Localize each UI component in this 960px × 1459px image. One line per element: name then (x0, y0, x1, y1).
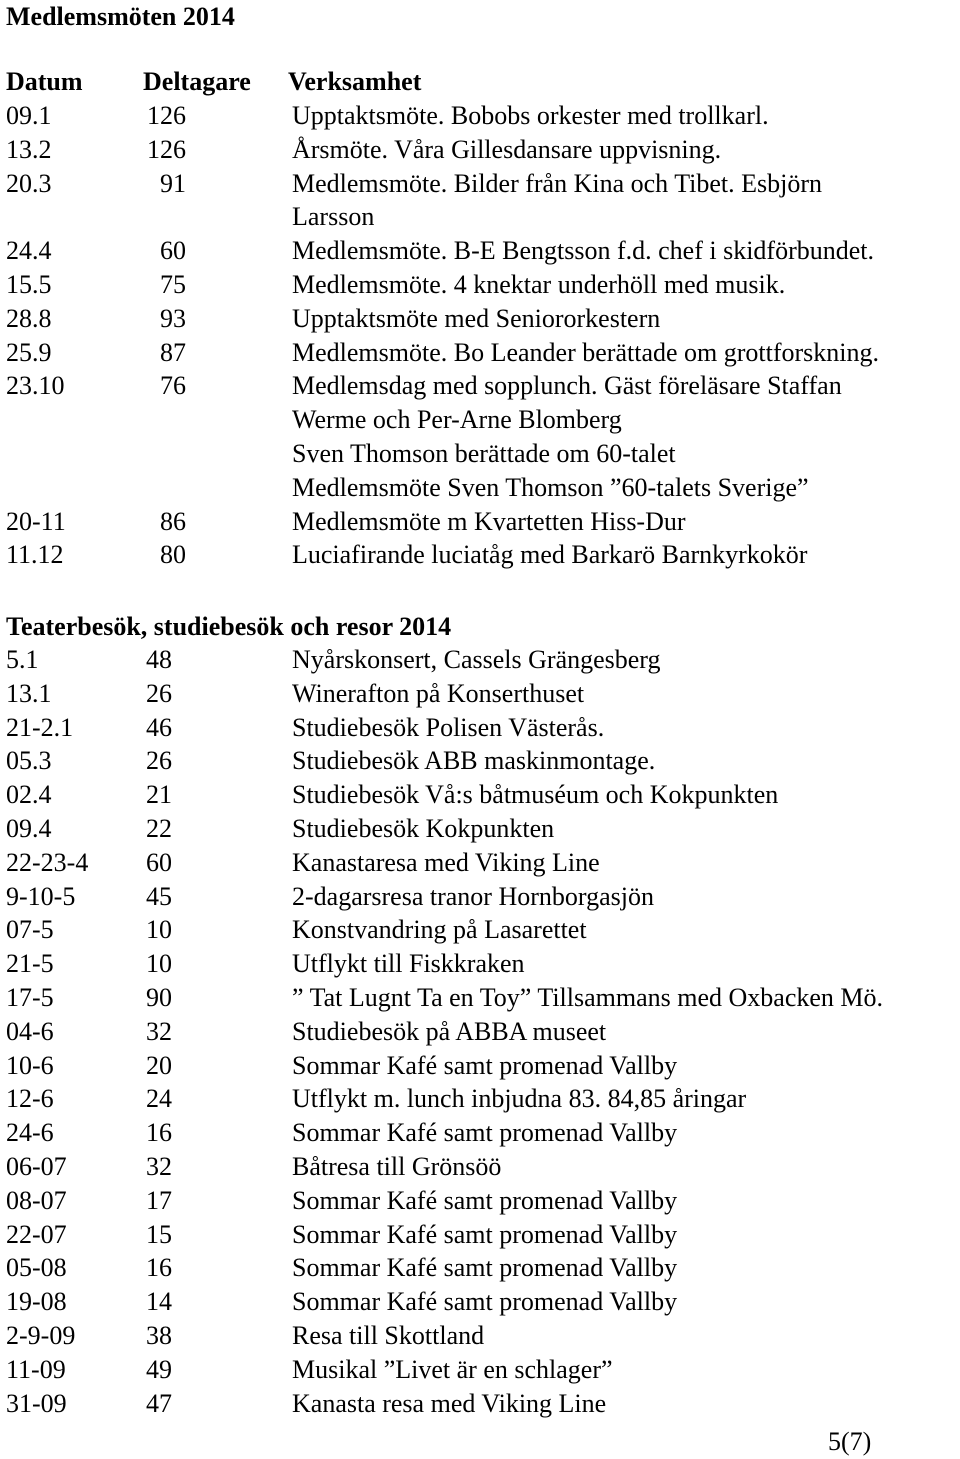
trip-date: 12-6 (6, 1084, 54, 1114)
meeting-activity: Luciafirande luciatåg med Barkarö Barnkyrkokör (292, 540, 808, 570)
meeting-participants: 91 (160, 168, 186, 198)
trip-activity: Sommar Kafé samt promenad Vallby (292, 1287, 678, 1317)
meeting-activity: Medlemsmöte. Bilder från Kina och Tibet. Esbjörn (292, 168, 823, 198)
trip-date: 19-08 (6, 1287, 67, 1317)
trip-activity: Kanasta resa med Viking Line (292, 1388, 607, 1418)
trip-date: 5.1 (6, 645, 39, 674)
meeting-date: 13.2 (6, 134, 52, 164)
trip-participants: 20 (146, 1050, 172, 1080)
trip-date: 02.4 (6, 780, 52, 810)
trip-participants: 26 (146, 678, 172, 708)
header-activity: Verksamhet (288, 67, 422, 96)
trip-participants: 47 (146, 1388, 172, 1418)
meeting-activity: Medlemsmöte. 4 knektar underhöll med musik. (292, 270, 786, 299)
trip-participants: 16 (146, 1118, 172, 1148)
trip-participants: 21 (146, 780, 172, 810)
trip-participants: 15 (146, 1219, 172, 1249)
trip-participants: 14 (146, 1287, 172, 1317)
meeting-activity: Medlemsdag med sopplunch. Gäst föreläsare Staffan (292, 371, 842, 401)
meeting-participants: 126 (147, 101, 186, 130)
trip-date: 06-07 (6, 1152, 67, 1181)
trip-participants: 16 (146, 1253, 172, 1283)
trip-activity: Studiebesök ABB maskinmontage. (292, 746, 656, 776)
trip-participants: 49 (146, 1354, 172, 1384)
trip-participants: 10 (146, 915, 172, 945)
meeting-date: 09.1 (6, 101, 52, 130)
document-title: Medlemsmöten 2014 (6, 2, 235, 31)
meeting-activity: Medlemsmöte m Kvartetten Hiss-Dur (292, 506, 686, 536)
trip-activity: Sommar Kafé samt promenad Vallby (292, 1253, 678, 1283)
meeting-participants: 76 (160, 371, 186, 401)
meeting-participants: 87 (160, 337, 186, 367)
meeting-date: 24.4 (6, 236, 52, 266)
trip-date: 13.1 (6, 678, 52, 708)
trip-date: 04-6 (6, 1016, 54, 1046)
meeting-participants: 126 (147, 134, 186, 164)
meeting-activity: Medlemsmöte Sven Thomson ”60-talets Sverige” (292, 472, 809, 502)
trip-date: 31-09 (6, 1388, 67, 1418)
meeting-activity: Upptaktsmöte. Bobobs orkester med trollkarl. (292, 101, 769, 130)
trip-date: 9-10-5 (6, 881, 76, 911)
trip-participants: 10 (146, 949, 172, 979)
trip-date: 11-09 (6, 1354, 66, 1384)
trip-date: 22-07 (6, 1219, 67, 1249)
trip-activity: Sommar Kafé samt promenad Vallby (292, 1219, 678, 1249)
page-number: 5(7) (828, 1427, 872, 1456)
meeting-activity: Medlemsmöte. B-E Bengtsson f.d. chef i skidförbundet. (292, 236, 875, 266)
trip-participants: 45 (146, 881, 172, 911)
trip-activity: 2-dagarsresa tranor Hornborgasjön (292, 881, 654, 911)
meeting-activity: Werme och Per-Arne Blomberg (292, 405, 622, 435)
meeting-date: 23.10 (6, 371, 65, 401)
meeting-participants: 93 (160, 303, 186, 333)
trip-date: 17-5 (6, 983, 54, 1012)
meeting-date: 20-11 (6, 506, 66, 536)
meeting-date: 20.3 (6, 168, 52, 198)
trip-participants: 46 (146, 712, 172, 742)
header-participants: Deltagare (143, 67, 251, 96)
trip-participants: 60 (146, 847, 172, 877)
trip-activity: Musikal ”Livet är en schlager” (292, 1354, 613, 1384)
trip-activity: Båtresa till Grönsöö (292, 1152, 502, 1181)
meeting-date: 25.9 (6, 337, 52, 367)
meeting-date: 15.5 (6, 270, 52, 299)
trip-participants: 38 (146, 1321, 172, 1350)
trip-date: 10-6 (6, 1050, 54, 1080)
trip-participants: 24 (146, 1084, 172, 1114)
trip-date: 24-6 (6, 1118, 54, 1148)
trip-activity: Sommar Kafé samt promenad Vallby (292, 1185, 678, 1215)
trip-date: 09.4 (6, 814, 52, 843)
trip-participants: 32 (146, 1016, 172, 1046)
trip-date: 05.3 (6, 746, 52, 776)
trip-participants: 48 (146, 645, 172, 674)
meeting-activity: Medlemsmöte. Bo Leander berättade om grottforskning. (292, 337, 880, 367)
trip-date: 07-5 (6, 915, 54, 945)
trip-activity: Konstvandring på Lasarettet (292, 915, 587, 945)
trip-activity: Studiebesök Polisen Västerås. (292, 712, 605, 742)
trip-date: 22-23-4 (6, 847, 89, 877)
meeting-activity: Sven Thomson berättade om 60-talet (292, 439, 676, 468)
trip-activity: Sommar Kafé samt promenad Vallby (292, 1050, 678, 1080)
trip-participants: 90 (146, 983, 172, 1012)
meeting-participants: 75 (160, 270, 186, 299)
trip-activity: Studiebesök Vå:s båtmuséum och Kokpunkten (292, 780, 779, 810)
trip-activity: Utflykt m. lunch inbjudna 83. 84,85 åringar (292, 1084, 747, 1114)
trip-date: 21-5 (6, 949, 54, 979)
trip-participants: 17 (146, 1185, 172, 1215)
trip-date: 21-2.1 (6, 712, 74, 742)
trip-activity: Sommar Kafé samt promenad Vallby (292, 1118, 678, 1148)
trip-participants: 32 (146, 1152, 172, 1181)
trip-date: 2-9-09 (6, 1321, 76, 1350)
trip-activity: Nyårskonsert, Cassels Grängesberg (292, 645, 661, 674)
meeting-participants: 86 (160, 506, 186, 536)
header-date: Datum (6, 67, 83, 96)
trip-activity: Utflykt till Fiskkraken (292, 949, 525, 979)
trip-activity: Resa till Skottland (292, 1321, 485, 1350)
trip-activity: Winerafton på Konserthuset (292, 678, 585, 708)
trip-activity: Kanastaresa med Viking Line (292, 847, 600, 877)
trip-date: 08-07 (6, 1185, 67, 1215)
trips-section-title: Teaterbesök, studiebesök och resor 2014 (6, 612, 452, 641)
meeting-activity: Årsmöte. Våra Gillesdansare uppvisning. (292, 134, 722, 164)
trip-participants: 22 (146, 814, 172, 843)
trip-activity: ” Tat Lugnt Ta en Toy” Tillsammans med Oxbacken Mö. (292, 983, 884, 1012)
meeting-activity: Larsson (292, 202, 375, 232)
meeting-participants: 60 (160, 236, 186, 266)
meeting-participants: 80 (160, 540, 186, 570)
trip-activity: Studiebesök Kokpunkten (292, 814, 555, 843)
meeting-activity: Upptaktsmöte med Seniororkestern (292, 303, 661, 333)
meeting-date: 28.8 (6, 303, 52, 333)
meeting-date: 11.12 (6, 540, 64, 570)
trip-date: 05-08 (6, 1253, 67, 1283)
trip-activity: Studiebesök på ABBA museet (292, 1016, 607, 1046)
trip-participants: 26 (146, 746, 172, 776)
